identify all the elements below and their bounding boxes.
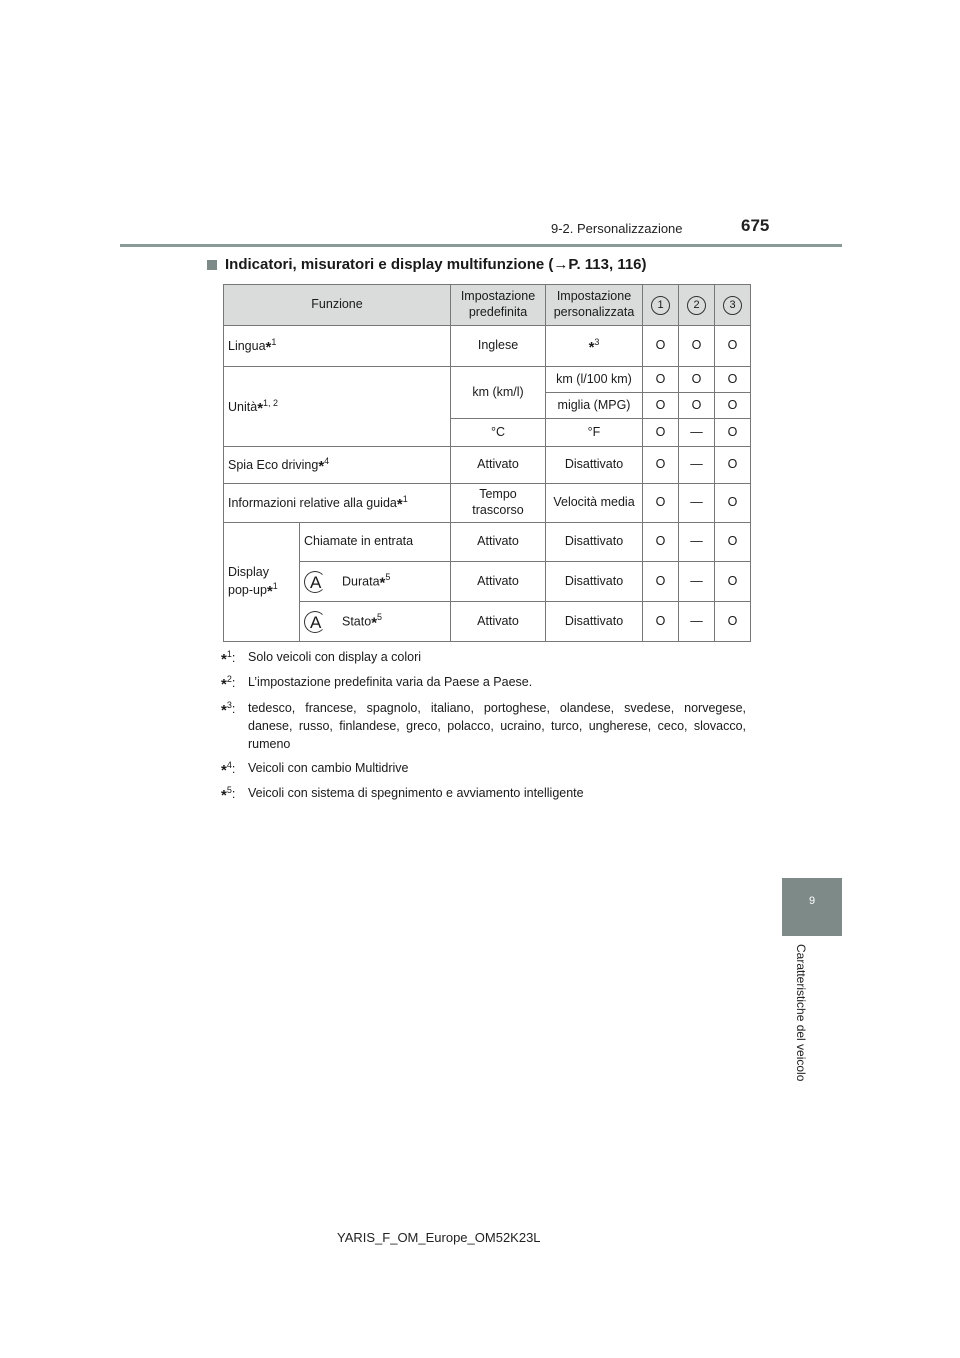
- row-label: Informazioni relative alla guida*$^1$: [224, 484, 451, 523]
- cell-default: Tempo trascorso: [451, 484, 546, 523]
- row-label: Unità*$^{1, 2}$: [224, 367, 451, 447]
- footnote: *$^3$: tedesco, francese, spagnolo, italiano, portoghese, olandese, svedese, norvegese, danese, russo, finlandese, greco, polacco, ucraino, turco, ungherese, ceco, slovacco, rumeno: [221, 699, 746, 751]
- row-label: Spia Eco driving*$^4$: [224, 447, 451, 484]
- settings-table: [223, 284, 751, 642]
- footnote: *$^1$: Solo veicoli con display a colori: [221, 649, 422, 669]
- row-label: Lingua*$^1$: [224, 326, 451, 367]
- cell-custom: Disattivato: [546, 523, 643, 562]
- cell-default: km (km/l): [451, 367, 546, 419]
- header-col-1: [643, 285, 679, 326]
- cell-default: Attivato: [451, 447, 546, 484]
- auto-a-icon: A: [304, 611, 330, 633]
- footnotes: [221, 648, 746, 810]
- chapter-label: Caratteristiche del veicolo: [794, 944, 808, 1082]
- cell-c2: —: [679, 523, 715, 562]
- section-title-text: Indicatori, misuratori e display multifunzione (→P. 113, 116): [225, 256, 647, 273]
- cell-default: Attivato: [451, 523, 546, 562]
- row-label: Display pop-up*$^1$: [224, 523, 300, 642]
- cell-c3: O: [715, 602, 751, 642]
- cell-c1: O: [643, 447, 679, 484]
- header-col-2: [679, 285, 715, 326]
- cell-c2: O: [679, 367, 715, 393]
- table-row: [224, 447, 751, 484]
- cell-custom: *$^3$: [546, 326, 643, 367]
- auto-a-icon: A: [304, 571, 330, 593]
- table-row: [224, 326, 751, 367]
- header-rule: [120, 244, 842, 247]
- cell-c1: O: [643, 367, 679, 393]
- cell-c3: O: [715, 419, 751, 447]
- cell-c3: O: [715, 367, 751, 393]
- table-row: [224, 562, 751, 602]
- circled-number-icon: 2: [687, 296, 706, 315]
- footer-code: YARIS_F_OM_Europe_OM52K23L: [337, 1230, 541, 1245]
- cell-c3: O: [715, 393, 751, 419]
- cell-default: Attivato: [451, 602, 546, 642]
- cell-default: Inglese: [451, 326, 546, 367]
- header-section-label: 9-2. Personalizzazione: [551, 221, 683, 236]
- cell-custom: Disattivato: [546, 447, 643, 484]
- section-title: [207, 256, 647, 273]
- cell-c2: —: [679, 419, 715, 447]
- cell-custom: °F: [546, 419, 643, 447]
- cell-c2: —: [679, 447, 715, 484]
- cell-c3: O: [715, 447, 751, 484]
- cell-c2: O: [679, 326, 715, 367]
- cell-c1: O: [643, 562, 679, 602]
- cell-c1: O: [643, 393, 679, 419]
- cell-c3: O: [715, 484, 751, 523]
- square-bullet-icon: [207, 260, 217, 270]
- cell-c1: O: [643, 326, 679, 367]
- circled-number-icon: 1: [651, 296, 670, 315]
- table-row: [224, 602, 751, 642]
- sub-row-label: Chiamate in entrata: [300, 523, 451, 562]
- table-header-row: [224, 285, 751, 326]
- table-row: [224, 523, 751, 562]
- cell-c2: —: [679, 602, 715, 642]
- cell-c1: O: [643, 523, 679, 562]
- cell-c3: O: [715, 562, 751, 602]
- footnote: *$^5$: Veicoli con sistema di spegnimento e avviamento intelligente: [221, 785, 584, 805]
- cell-default: Attivato: [451, 562, 546, 602]
- circled-number-icon: 3: [723, 296, 742, 315]
- sub-row-label: A Stato*$^5$: [300, 602, 451, 642]
- cell-c1: O: [643, 484, 679, 523]
- cell-custom: Velocità media: [546, 484, 643, 523]
- header-col-3: [715, 285, 751, 326]
- header-default: Impostazione predefinita: [451, 285, 546, 326]
- table-row: [224, 484, 751, 523]
- cell-c1: O: [643, 602, 679, 642]
- cell-custom: miglia (MPG): [546, 393, 643, 419]
- cell-c2: —: [679, 484, 715, 523]
- cell-custom: Disattivato: [546, 602, 643, 642]
- cell-c2: —: [679, 562, 715, 602]
- cell-custom: Disattivato: [546, 562, 643, 602]
- footnote: *$^2$: L’impostazione predefinita varia da Paese a Paese.: [221, 674, 533, 694]
- sub-row-label: A Durata*$^5$: [300, 562, 451, 602]
- cell-c1: O: [643, 419, 679, 447]
- cell-custom: km (l/100 km): [546, 367, 643, 393]
- header-custom: Impostazione personalizzata: [546, 285, 643, 326]
- cell-c3: O: [715, 326, 751, 367]
- table-row: [224, 367, 751, 393]
- cell-c2: O: [679, 393, 715, 419]
- cell-c3: O: [715, 523, 751, 562]
- chapter-tab: 9: [782, 878, 842, 936]
- header-funzione: Funzione: [224, 285, 451, 326]
- cell-default: °C: [451, 419, 546, 447]
- page-number: 675: [741, 216, 770, 235]
- footnote: *$^4$: Veicoli con cambio Multidrive: [221, 759, 409, 780]
